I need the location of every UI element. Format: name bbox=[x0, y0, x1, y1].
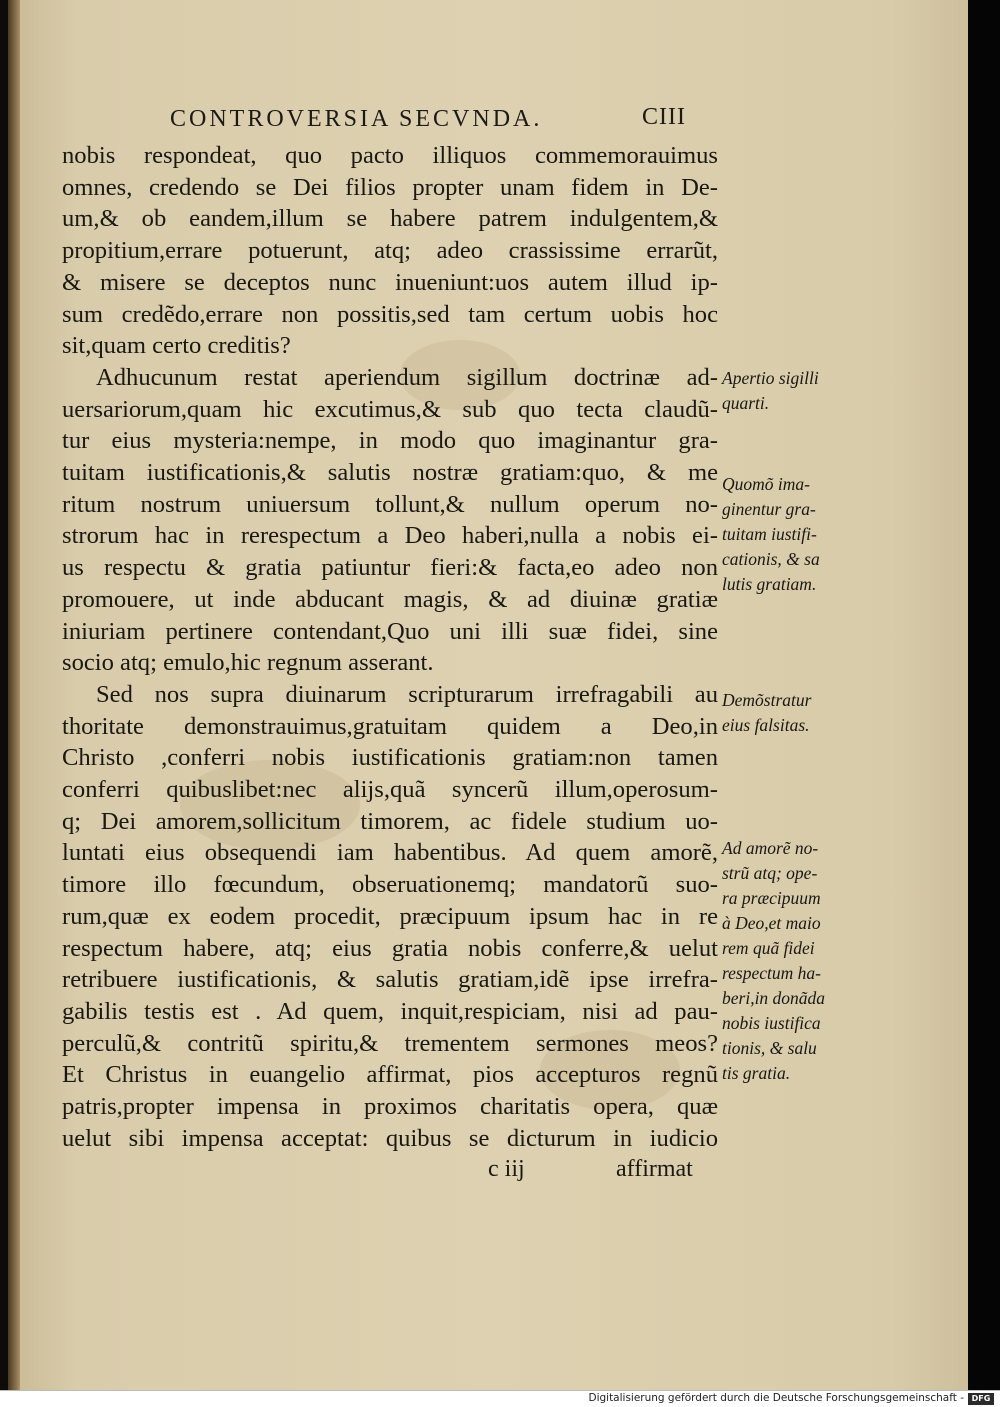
scan-border-right bbox=[968, 0, 1000, 1390]
text-line: us respectu & gratia patiuntur fieri:& facta,eo adeo non bbox=[62, 554, 718, 582]
funding-note: Digitalisierung gefördert durch die Deutsche Forschungsgemeinschaft - bbox=[588, 1392, 964, 1404]
text-line: omnes, credendo se Dei filios propter unam fidem in De- bbox=[62, 173, 718, 201]
body-text bbox=[62, 140, 718, 1155]
margin-line: ginentur gra- bbox=[722, 499, 816, 519]
text-line: um,& ob eandem,illum se habere patrem indulgentem,& bbox=[62, 205, 718, 233]
text-line: q; Dei amorem,sollicitum timorem, ac fidele studium uo- bbox=[62, 807, 718, 835]
margin-line: à Deo,et maio bbox=[722, 913, 821, 933]
text-line: propitium,errare potuerunt, atq; adeo crassissime errarũt, bbox=[62, 237, 718, 265]
margin-line: respectum ha- bbox=[722, 963, 821, 983]
margin-line: Demõstratur bbox=[722, 690, 812, 710]
margin-line: ra præcipuum bbox=[722, 888, 821, 908]
text-line: thoritate demonstrauimus,gratuitam quidem a Deo,in bbox=[62, 712, 718, 740]
text-line: uersariorum,quam hic excutimus,& sub quo tecta claudũ- bbox=[62, 395, 718, 423]
margin-line: Quomõ ima- bbox=[722, 474, 810, 494]
folio-number: CIII bbox=[642, 104, 686, 130]
text-line: Christo ,conferri nobis iustificationis gratiam:non tamen bbox=[62, 744, 718, 772]
text-line: patris,propter impensa in proximos charitatis opera, quæ bbox=[62, 1093, 718, 1121]
text-line: respectum habere, atq; eius gratia nobis conferre,& uelut bbox=[62, 934, 718, 962]
margin-note-quomodo bbox=[722, 472, 872, 597]
footer-bar bbox=[0, 1390, 1000, 1407]
text-line: rum,quæ ex eodem procedit, præcipuum ipsum hac in re bbox=[62, 902, 718, 930]
margin-note-apertio bbox=[722, 366, 872, 416]
margin-line: Apertio sigilli bbox=[722, 368, 819, 388]
text-line: uelut sibi impensa acceptat: quibus se dicturum in iudicio bbox=[62, 1124, 718, 1152]
text-line: nobis respondeat, quo pacto illiquos commemorauimus bbox=[62, 142, 718, 169]
margin-line: rem quã fidei bbox=[722, 938, 815, 958]
text-line: strorum hac in rerespectum a Deo haberi,nulla a nobis ei- bbox=[62, 522, 718, 550]
text-line: Sed nos supra diuinarum scripturarum irrefragabili au bbox=[96, 680, 718, 708]
margin-line: Ad amorẽ no- bbox=[722, 838, 819, 858]
text-line: tuitam iustificationis,& salutis nostræ gratiam:quo, & me bbox=[62, 459, 718, 487]
margin-line: tis gratia. bbox=[722, 1063, 791, 1083]
text-line: ritum nostrum uniuersum tollunt,& nullum operum no- bbox=[62, 490, 718, 518]
margin-line: lutis gratiam. bbox=[722, 574, 817, 594]
margin-line: tionis, & salu bbox=[722, 1038, 817, 1058]
text-line: conferri quibuslibet:nec alijs,quã syncerũ illum,operosum- bbox=[62, 776, 718, 804]
margin-note-demonstratur bbox=[722, 688, 872, 738]
catchword: affirmat bbox=[616, 1156, 693, 1182]
signature-mark: c iij bbox=[488, 1156, 525, 1182]
text-line: Et Christus in euangelio affirmat, pios accepturos regnũ bbox=[62, 1061, 718, 1089]
text-line: perculũ,& contritũ spiritu,& trementem sermones meos? bbox=[62, 1029, 718, 1057]
text-line: retribuere iustificationis, & salutis gratiam,idẽ ipse irrefra- bbox=[62, 966, 718, 994]
margin-line: nobis iustifica bbox=[722, 1013, 821, 1033]
text-line: socio atq; emulo,hic regnum asserant. bbox=[62, 649, 434, 677]
text-line: sit,quam certo creditis? bbox=[62, 332, 291, 360]
text-line: gabilis testis est . Ad quem, inquit,respiciam, nisi ad pau- bbox=[62, 997, 718, 1025]
text-line: promouere, ut inde abducant magis, & ad diuinæ gratiæ bbox=[62, 585, 718, 613]
text-line: timore illo fœcundum, obseruationemq; mandatorũ suo- bbox=[62, 871, 718, 899]
margin-line: beri,in donãda bbox=[722, 988, 826, 1008]
text-line: sum credẽdo,errare non possitis,sed tam certum uobis hoc bbox=[62, 300, 718, 328]
text-line: & misere se deceptos nunc inueniunt:uos autem illud ip- bbox=[62, 268, 718, 296]
dfg-logo: DFG bbox=[968, 1393, 994, 1405]
margin-line: quarti. bbox=[722, 393, 770, 413]
margin-line: tuitam iustifi- bbox=[722, 524, 817, 544]
text-line: tur eius mysteria:nempe, in modo quo imaginantur gra- bbox=[62, 427, 718, 455]
margin-note-ad-amorem bbox=[722, 836, 872, 1086]
text-line: Adhucunum restat aperiendum sigillum doctrinæ ad- bbox=[96, 363, 718, 391]
margin-line: eius falsitas. bbox=[722, 715, 810, 735]
running-head: CONTROVERSIA SECVNDA. bbox=[170, 106, 543, 132]
margin-line: cationis, & sa bbox=[722, 549, 820, 569]
text-line: iniuriam pertinere contendant,Quo uni illi suæ fidei, sine bbox=[62, 617, 718, 645]
text-line: luntati eius obsequendi iam habentibus. Ad quem amorẽ, bbox=[62, 839, 718, 867]
margin-line: strũ atq; ope- bbox=[722, 863, 818, 883]
